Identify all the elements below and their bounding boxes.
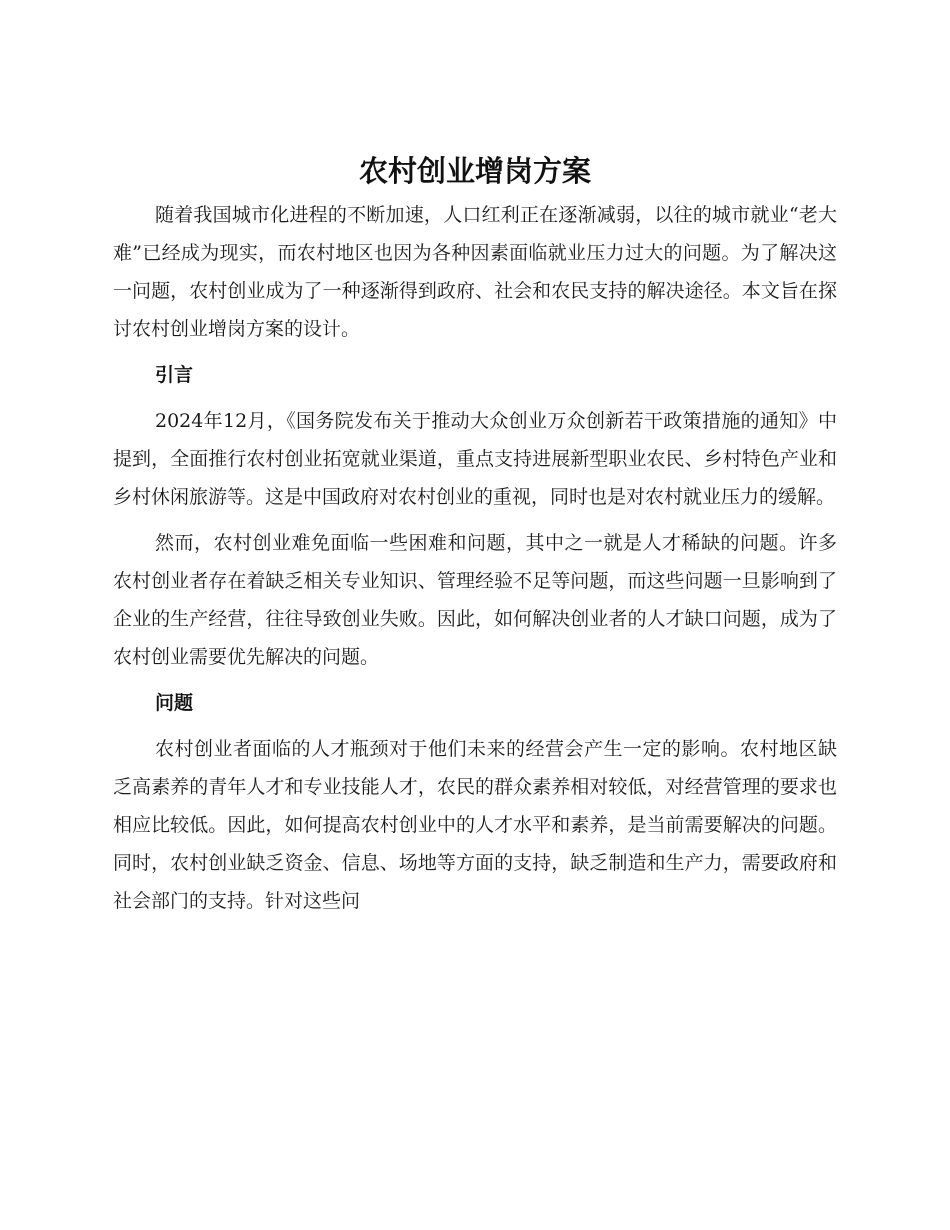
problem-section-paragraph-1: 农村创业者面临的人才瓶颈对于他们未来的经营会产生一定的影响。农村地区缺乏高素养的青年人才和专业技能人才，农民的群众素养相对较低，对经营管理的要求也相应比较低。因此，如何提高农村创业中的人才水平和素养，是当前需要解决的问题。同时，农村创业缺乏资金、信息、场地等方面的支持，缺乏制造和生产力，需要政府和社会部门的支持。针对这些问: [113, 738, 837, 912]
intro-section-paragraph-2: 然而，农村创业难免面临一些困难和问题，其中之一就是人才稀缺的问题。许多农村创业者存在着缺乏相关专业知识、管理经验不足等问题，而这些问题一旦影响到了企业的生产经营，往往导致创业失败。因此，如何解决创业者的人才缺口问题，成为了农村创业需要优先解决的问题。: [113, 532, 837, 668]
intro-section-paragraph-1: 2024年12月，《国务院发布关于推动大众创业万众创新若干政策措施的通知》中提到，全面推行农村创业拓宽就业渠道，重点支持进展新型职业农民、乡村特色产业和乡村休闲旅游等。这是中国政府对农村创业的重视，同时也是对农村就业压力的缓解。: [113, 410, 837, 508]
section-heading-intro: 引言: [155, 364, 194, 386]
document-body: [113, 146, 837, 920]
intro-paragraph: 随着我国城市化进程的不断加速，人口红利正在逐渐减弱，以往的城市就业“老大难”已经成为现实，而农村地区也因为各种因素面临就业压力过大的问题。为了解决这一问题，农村创业成为了一种逐渐得到政府、社会和农民支持的解决途径。本文旨在探讨农村创业增岗方案的设计。: [113, 204, 837, 340]
document-title: 农村创业增岗方案: [358, 154, 591, 188]
section-heading-problem: 问题: [155, 692, 194, 714]
